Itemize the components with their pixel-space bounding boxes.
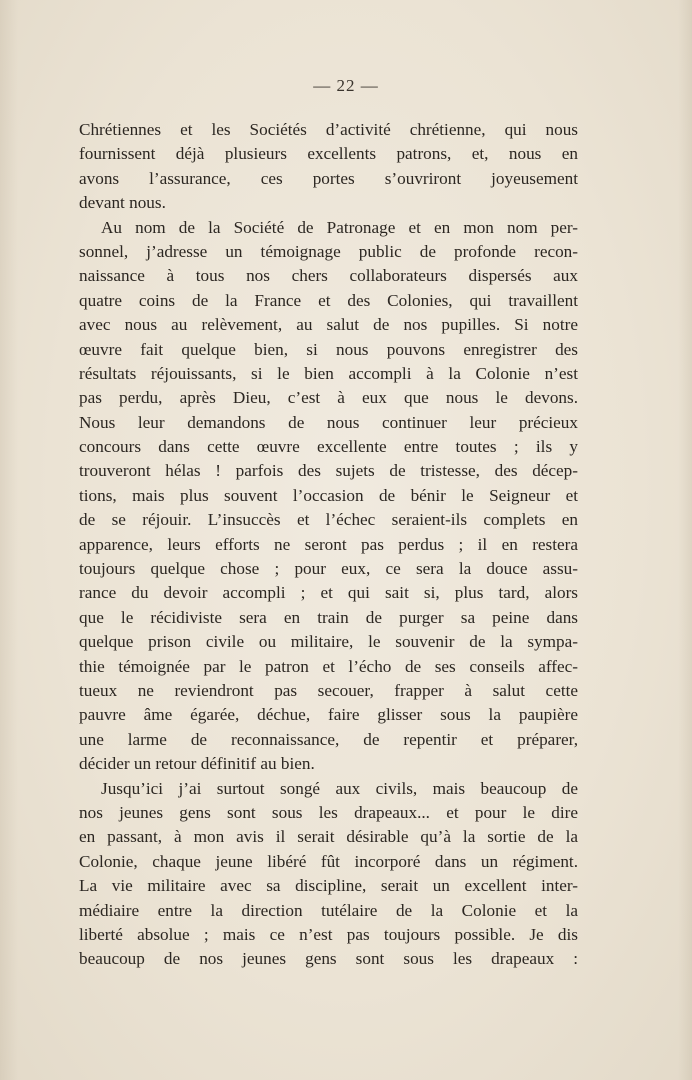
page-number: — 22 — [313, 76, 379, 95]
text-line: quelque prison civile ou militaire, le souvenir de la sympa- [79, 632, 578, 652]
text-line: toujours quelque chose ; pour eux, ce sera la douce assu- [79, 559, 578, 579]
text-line: pas perdu, après Dieu, c’est à eux que nous le devons. [79, 388, 578, 408]
text-line: pauvre âme égarée, déchue, faire glisser sous la paupière [79, 705, 578, 725]
text-line: résultats réjouissants, si le bien accompli à la Colonie n’est [79, 363, 578, 383]
text-line: de se réjouir. L’insuccès et l’échec seraient-ils complets en [79, 510, 578, 530]
text-line: quatre coins de la France et des Colonies, qui travaillent [79, 290, 578, 310]
text-line: une larme de reconnaissance, de repentir et préparer, [79, 729, 578, 749]
text-line: tueux ne reviendront pas secouer, frapper à salut cette [79, 680, 578, 700]
text-line: sonnel, j’adresse un témoignage public de profonde recon- [79, 241, 578, 261]
text-line: œuvre fait quelque bien, si nous pouvons enregistrer des [79, 339, 578, 359]
text-line: en passant, à mon avis il serait désirable qu’à la sortie de la [79, 827, 578, 847]
text-line: trouveront hélas ! parfois des sujets de tristesse, des décep- [79, 461, 578, 481]
body-text [79, 118, 578, 972]
text-line: Colonie, chaque jeune libéré fût incorporé dans un régiment. [79, 851, 578, 871]
text-line: concours dans cette œuvre excellente entre toutes ; ils y [79, 437, 578, 457]
text-line: La vie militaire avec sa discipline, serait un excellent inter- [79, 876, 578, 896]
text-line: naissance à tous nos chers collaborateurs dispersés aux [79, 266, 578, 286]
text-line: décider un retour définitif au bien. [79, 754, 315, 774]
text-line: tions, mais plus souvent l’occasion de bénir le Seigneur et [79, 485, 578, 505]
text-line: Chrétiennes et les Sociétés d’activité chrétienne, qui nous [79, 120, 578, 139]
text-line: Nous leur demandons de nous continuer leur précieux [79, 412, 578, 432]
text-line: avec nous au relèvement, au salut de nos pupilles. Si notre [79, 315, 578, 335]
text-line: nos jeunes gens sont sous les drapeaux... et pour le dire [79, 802, 578, 822]
text-line: Au nom de la Société de Patronage et en mon nom per- [101, 217, 578, 237]
text-line: thie témoignée par le patron et l’écho de ses conseils affec- [79, 656, 578, 676]
text-line: avons l’assurance, ces portes s’ouvriront joyeusement [79, 168, 578, 188]
text-line: fournissent déjà plusieurs excellents patrons, et, nous en [79, 144, 578, 164]
text-line: liberté absolue ; mais ce n’est pas toujours possible. Je dis [79, 924, 578, 944]
text-line: devant nous. [79, 193, 166, 213]
text-line: Jusqu’ici j’ai surtout songé aux civils, mais beaucoup de [101, 778, 578, 798]
text-line: médiaire entre la direction tutélaire de la Colonie et la [79, 900, 578, 920]
text-line: apparence, leurs efforts ne seront pas perdus ; il en restera [79, 534, 578, 554]
text-line: que le récidiviste sera en train de purger sa peine dans [79, 607, 578, 627]
text-line: rance du devoir accompli ; et qui sait si, plus tard, alors [79, 583, 578, 603]
text-line: beaucoup de nos jeunes gens sont sous les drapeaux : [79, 949, 578, 969]
